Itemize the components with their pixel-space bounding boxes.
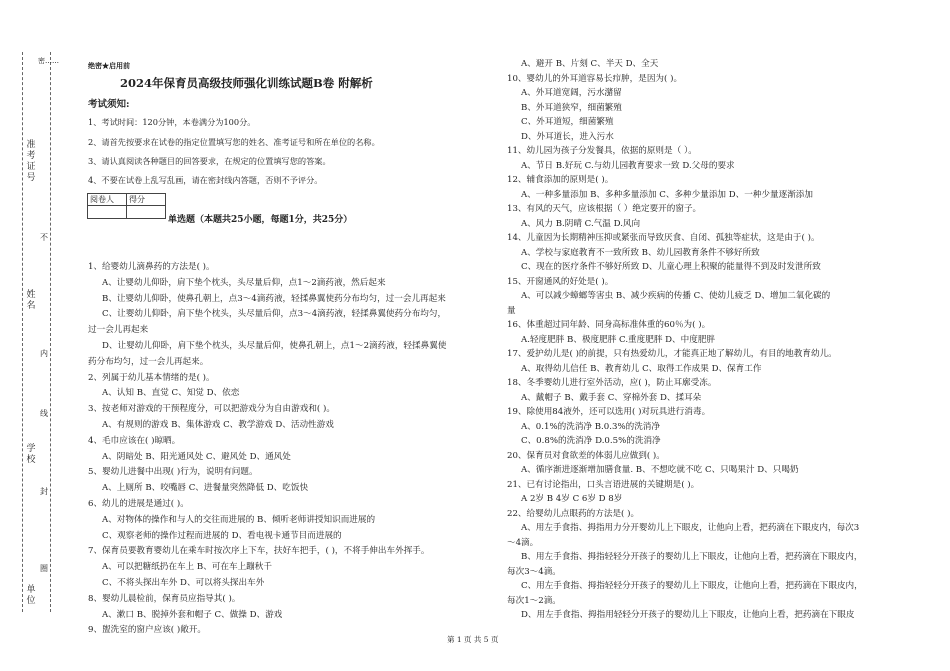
secret-mark: 绝密★启用前: [88, 61, 130, 70]
answer-option: A.轻度肥胖 B、极度肥胖 C.重度肥胖 D、中度肥胖: [521, 334, 716, 345]
answer-option: B、让婴幼儿仰卧，使鼻孔朝上，点3～4滴药液，轻揉鼻翼使药分布均匀，过一会儿再起来: [102, 293, 446, 304]
label-exam-number: 准考证号: [26, 140, 36, 183]
answer-option: A、戴帽子 B、戴手套 C、穿棉外套 D、揉耳朵: [521, 392, 702, 403]
answer-option: B、外耳道狭窄，细菌繁殖: [521, 102, 622, 113]
answer-option: C、0.8%的洗消净 D.0.5%的洗消净: [521, 436, 661, 446]
answer-option: C、观察老师的操作过程而进展的 D、看电视卡通节目而进展的: [102, 530, 342, 541]
question-stem: 13、有风的天气，应该根据（ ）绝定要开的窗子。: [507, 204, 702, 214]
question-stem: 10、婴幼儿的外耳道容易长疖肿，是因为( )。: [507, 73, 683, 84]
score-field[interactable]: [127, 206, 166, 219]
left-question-column: [88, 260, 483, 639]
question-stem: 8、婴幼儿晨检前，保育员应指导其( )。: [88, 593, 241, 604]
binding-top-mark: 密……: [38, 57, 59, 65]
label-unit: 单位: [26, 585, 36, 606]
answer-option: A、节日 B.好玩 C.与幼儿园教育要求一致 D.父母的要求: [521, 160, 735, 171]
question-stem: 20、保育员对食欲差的体弱儿应做到( )。: [507, 450, 665, 461]
question-stem: 6、幼儿的进展是通过( )。: [88, 498, 189, 509]
answer-option: C、不将头探出车外 D、可以将头探出车外: [102, 577, 265, 588]
score-box: [87, 193, 166, 219]
score-label: 得分: [127, 194, 166, 206]
answer-option: A、阴暗处 B、阳光通风处 C、避风处 D、通风处: [102, 451, 291, 462]
question-stem: 5、婴幼儿进餐中出现( )行为，说明有问题。: [88, 467, 258, 478]
binding-line-outer: [22, 52, 23, 612]
question-stem: 21、已有讨论指出，口头言语进展的关键期是( )。: [507, 479, 700, 490]
question-stem: 16、体重超过同年龄、同身高标准体重的60％为( )。: [507, 320, 711, 330]
question-stem: 11、幼儿园为孩子分发餐具，依据的原则是（ ）。: [507, 146, 697, 156]
answer-option: A、用左手食指、拇指用力分开婴幼儿上下眼皮，让他向上看，把药滴在下眼皮内，每次3: [521, 523, 860, 533]
answer-option: A、一种多量添加 B、多种多量添加 C、多种少量添加 D、一种少量逐渐添加: [521, 189, 813, 200]
answer-option: ～4滴。: [507, 537, 539, 548]
answer-option: C、用左手食指、拇指轻轻分开孩子的婴幼儿上下眼皮，让他向上看，把药滴在下眼皮内，: [521, 581, 863, 591]
answer-option: A、学校与家庭教育不一致所致 B、幼儿园教育条件不够好所致: [521, 247, 760, 258]
answer-option: A、可以把糖纸扔在车上 B、可在车上蹦秋千: [102, 562, 272, 573]
notice-item: 1、考试时间：120分钟，本卷满分为100分。: [88, 117, 256, 127]
question-stem: 18、冬季婴幼儿进行室外活动，应( )，防止耳廓受冻。: [507, 378, 717, 388]
answer-option: D、外耳道长，进入污水: [521, 131, 614, 142]
label-school: 学校: [26, 444, 36, 465]
question-stem: 14、儿童因为长期精神压抑或紧张而导致厌食、自闭、孤独等症状，这是由于( )。: [507, 233, 820, 243]
answer-option: A、外耳道宽阔，污水潴留: [521, 88, 622, 98]
answer-option: A、0.1%的洗消净 B.0.3%的洗消净: [521, 421, 660, 432]
notice-item: 4、不要在试卷上乱写乱画，请在密封线内答题，否则不予评分。: [88, 175, 323, 185]
seal-char-2: 内: [40, 349, 48, 358]
right-question-column: [507, 57, 917, 623]
question-stem: 12、辅食添加的原则是( )。: [507, 175, 614, 185]
question-stem: 9、盥洗室的窗户应该( )敞开。: [88, 625, 207, 636]
question-stem: 2、列属于幼儿基本情绪的是( )。: [88, 372, 215, 383]
answer-option: 量: [507, 305, 516, 316]
answer-option: A、可以减少蟑螂等害虫 B、减少疾病的传播 C、使幼儿疲乏 D、增加二氧化碳的: [521, 291, 831, 301]
notice-heading: 考试须知:: [88, 99, 130, 110]
question-stem: 7、保育员要教育婴幼儿在乘车时按次序上下车，扶好车把手，( )，不将手伸出车外挥手。: [88, 546, 430, 557]
answer-option: A、认知 B、直觉 C、知觉 D、依恋: [102, 388, 240, 399]
binding-line-inner: [50, 52, 51, 612]
answer-option: C、让婴幼儿仰卧，肩下垫个枕头，头尽量后仰，点3～4滴药液，轻揉鼻翼使药分布均匀，: [102, 309, 447, 320]
notice-item: 3、请认真阅读各种题目的回答要求，在规定的位置填写您的答案。: [88, 156, 331, 166]
answer-option: A、让婴幼儿仰卧，肩下垫个枕头，头尽量后仰，点1～2滴药液，然后起来: [102, 277, 386, 288]
seal-char-5: 圈: [40, 564, 48, 573]
seal-char-3: 线: [40, 409, 48, 418]
answer-option: A、对物体的操作和与人的交往而进展的 B、倾听老师讲授知识而进展的: [102, 514, 376, 525]
answer-option: A、上厕所 B、咬嘴唇 C、进餐量突然降低 D、吃饭快: [102, 483, 309, 494]
answer-option: C、现在的医疗条件不够好所致 D、儿童心理上积聚的能量得不到及时发泄所致: [521, 262, 821, 272]
answer-option: 每次3～4滴。: [507, 566, 561, 577]
question-stem: 3、按老师对游戏的干预程度分，可以把游戏分为自由游戏和( )。: [88, 404, 335, 415]
seal-char-1: 不: [40, 233, 48, 242]
answer-option: 过一会儿再起来: [88, 325, 149, 336]
answer-option: A、循序渐进逐渐增加膳食量. B、不想吃就不吃 C、只喝果汁 D、只喝奶: [521, 465, 799, 475]
question-stem: 15、开窗通风的好处是( )。: [507, 276, 614, 287]
question-stem: 22、给婴幼儿点眼药的方法是( )。: [507, 508, 640, 519]
question-stem: 4、毛巾应该在( )晾晒。: [88, 435, 181, 446]
answer-option: A 2岁 B 4岁 C 6岁 D 8岁: [521, 494, 623, 504]
page-title: 2024年保育员高级技师强化训练试题B卷 附解析: [120, 76, 373, 90]
question-stem: 1、给婴幼儿滴鼻药的方法是( )。: [88, 262, 215, 272]
question-stem: 19、除使用84液外，还可以选用( )对玩具进行消毒。: [507, 407, 711, 417]
answer-option: B、用左手食指、拇指轻轻分开孩子的婴幼儿上下眼皮，让他向上看，把药滴在下眼皮内，: [521, 552, 863, 562]
question-stem: 17、爱护幼儿是( )的前提，只有热爱幼儿，才能真正地了解幼儿，有目的地教育幼儿。: [507, 349, 837, 359]
grader-field[interactable]: [88, 206, 127, 219]
notice-item: 2、请首先按要求在试卷的指定位置填写您的姓名、准考证号和所在单位的名称。: [88, 137, 380, 147]
answer-option: A、避开 B、片刻 C、半天 D、全天: [521, 59, 659, 69]
label-name: 姓名: [26, 290, 36, 311]
answer-option: 药分布均匀，过一会儿再起来。: [88, 356, 209, 367]
section-title: 单选题（本题共25小题，每题1分，共25分）: [168, 215, 353, 225]
grader-label: 阅卷人: [88, 194, 127, 206]
answer-option: 每次1～2滴。: [507, 595, 561, 606]
answer-option: A、风力 B.阴晴 C.气温 D.风向: [521, 218, 641, 229]
answer-option: A、取得幼儿信任 B、教育幼儿 C、取得工作成果 D、保育工作: [521, 363, 762, 374]
answer-option: C、外耳道短，细菌繁殖: [521, 117, 614, 127]
page-number: 第 1 页 共 5 页: [447, 635, 499, 644]
answer-option: D、让婴幼儿仰卧，肩下垫个枕头，头尽量后仰，使鼻孔朝上，点1～2滴药液，轻揉鼻翼使: [102, 340, 447, 351]
answer-option: A、漱口 B、脱掉外套和帽子 C、做操 D、游戏: [102, 609, 283, 620]
answer-option: A、有规则的游戏 B、集体游戏 C、教学游戏 D、活动性游戏: [102, 419, 334, 430]
seal-char-4: 封: [40, 487, 48, 496]
answer-option: D、用左手食指、拇指用轻轻分开孩子的婴幼儿上下眼皮，让他向上看，把药滴在下眼皮: [521, 610, 855, 620]
